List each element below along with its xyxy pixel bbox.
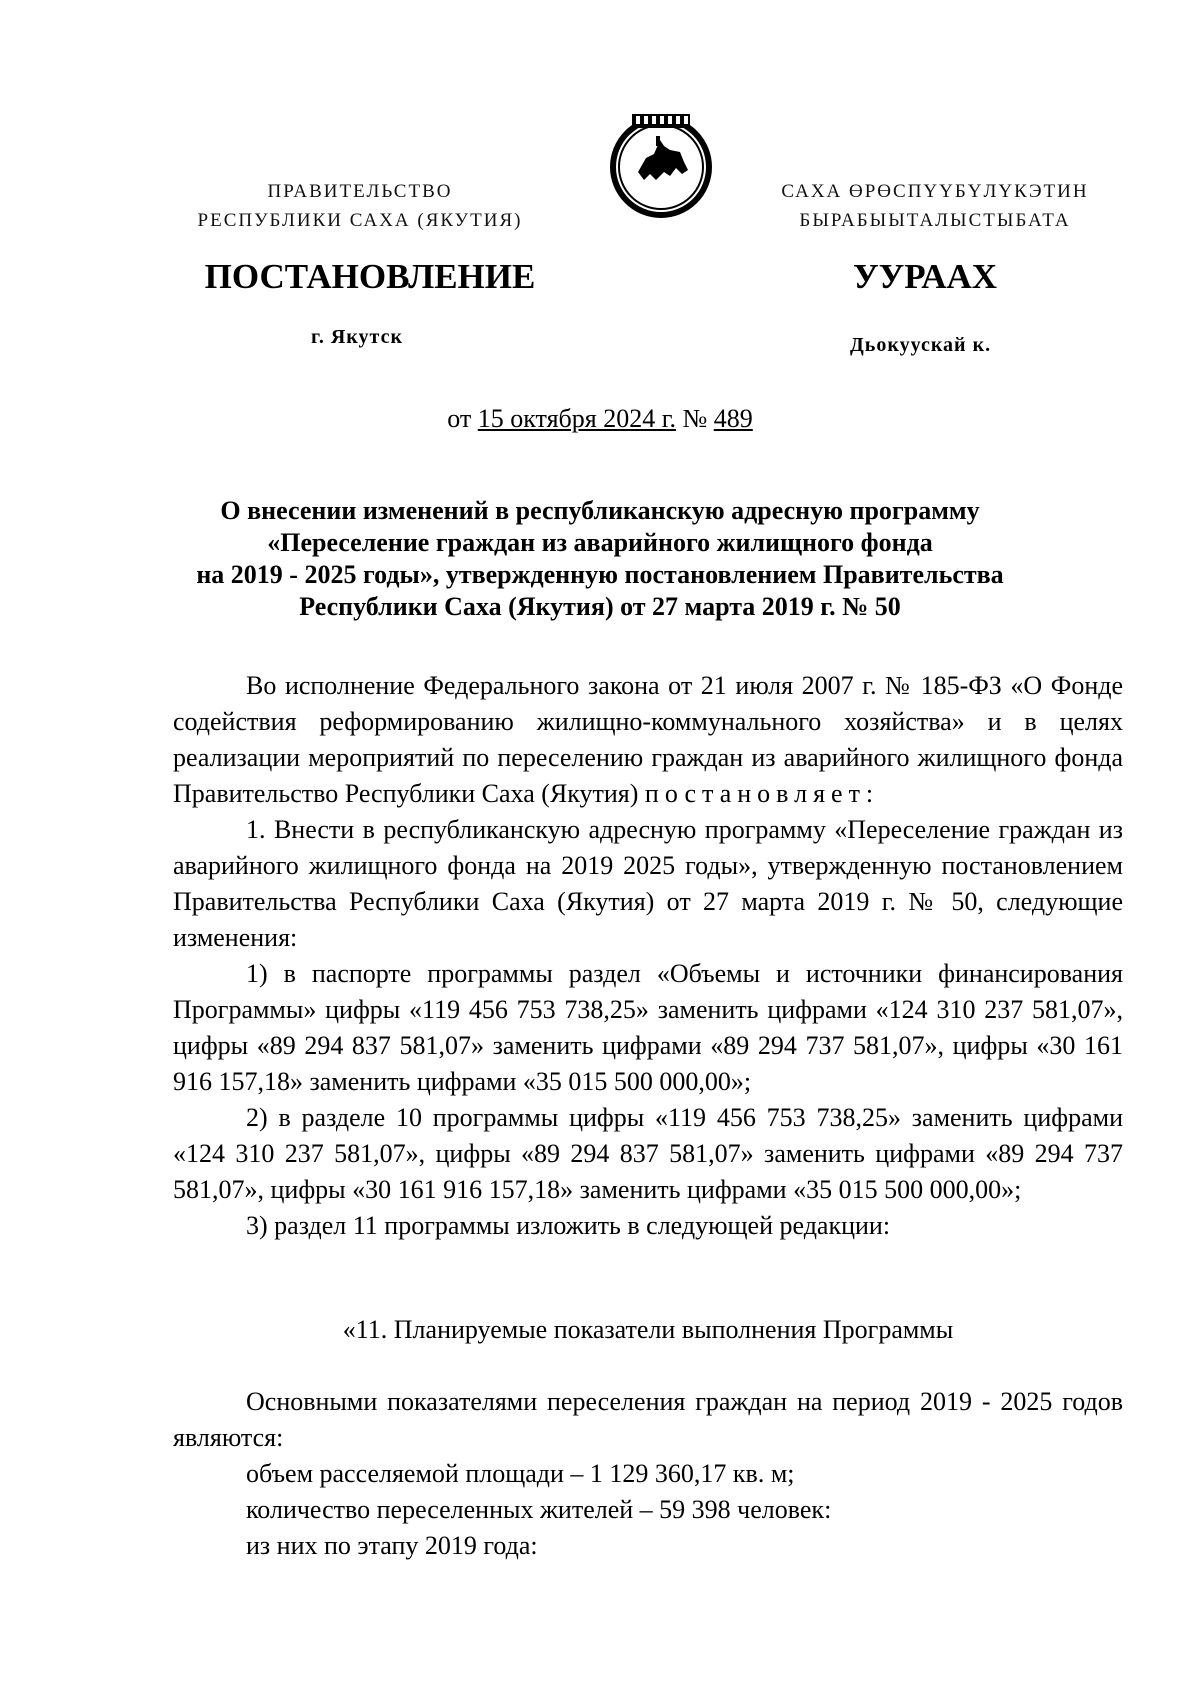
- paragraph-stage-2019: из них по этапу 2019 года:: [246, 1531, 538, 1560]
- number-sign: №: [675, 404, 714, 433]
- title-line-2: «Переселение граждан из аварийного жилищного фонда: [267, 528, 933, 557]
- government-name-sakha: [735, 177, 1135, 235]
- document-type-ru: ПОСТАНОВЛЕНИЕ: [204, 257, 536, 296]
- paragraph-subitem-3: 3) раздел 11 программы изложить в следующей редакции:: [246, 1211, 891, 1240]
- government-name-ru-line2: РЕСПУБЛИКИ САХА (ЯКУТИЯ): [197, 210, 523, 231]
- document-date-line: [0, 404, 1200, 434]
- document-number: 489: [713, 404, 753, 433]
- government-name-sakha-line1: САХА ӨРӨСПҮҮБҮЛҮКЭТИН: [781, 181, 1089, 202]
- government-name-ru-line1: ПРАВИТЕЛЬСТВО: [267, 181, 453, 202]
- preamble-resolves: постановляет:: [644, 779, 880, 808]
- document-title: [120, 495, 1080, 623]
- paragraph-subitem-2: 2) в разделе 10 программы цифры «119 456 753 738,25» заменить цифрами «124 310 237 581,07», цифры «89 294 837 581,07» заменить цифрами «89 294 737 581,07», цифры «30 161 916 157,18» заменить цифрами «35 015 500 000,00»;: [173, 1103, 1123, 1204]
- document-body: [173, 668, 1123, 1244]
- paragraph-indicators-intro: Основными показателями переселения граждан на период 2019 - 2025 годов являются:: [173, 1387, 1123, 1452]
- paragraph-area: объем расселяемой площади – 1 129 360,17 кв. м;: [246, 1459, 795, 1488]
- document-type-sakha: УУРААХ: [852, 257, 998, 296]
- government-name-ru: [150, 177, 570, 235]
- title-line-4: Республики Саха (Якутия) от 27 марта 2019 г. № 50: [299, 592, 901, 621]
- paragraph-subitem-1: 1) в паспорте программы раздел «Объемы и источники финансирования Программы» цифры «119 456 753 738,25» заменить цифрами «124 310 237 581,07», цифры «89 294 837 581,07» заменить цифрами «89 294 737 581,07», цифры «30 161 916 157,18» заменить цифрами «35 015 500 000,00»;: [173, 959, 1123, 1096]
- city-ru: г. Якутск: [311, 326, 403, 348]
- section-heading: «11. Планируемые показатели выполнения Программы: [342, 1315, 954, 1344]
- paragraph-item-1: 1. Внести в республиканскую адресную программу «Переселение граждан из аварийного жилищного фонда на 2019 2025 годы», утвержденную постановлением Правительства Республики Саха (Якутия) от 27 марта 2019 г. № 50, следующие изменения:: [173, 815, 1123, 952]
- section-heading-block: [173, 1312, 1123, 1348]
- government-name-sakha-line2: БЫРАБЫЫТАЛЫСТЫБАТА: [799, 210, 1071, 231]
- coat-of-arms-emblem: [606, 110, 716, 220]
- paragraph-residents: количество переселенных жителей – 59 398 человек:: [246, 1495, 832, 1524]
- document-date: 15 октября 2024 г.: [477, 404, 676, 433]
- preamble-text: Во исполнение Федерального закона от 21 июля 2007 г. № 185-ФЗ «О Фонде содействия реформированию жилищно-коммунального хозяйства» и в целях реализации мероприятий по переселению граждан из аварийного жилищного фонда Правительство Республики Саха (Якутия): [173, 671, 1123, 808]
- date-prefix: от: [447, 404, 478, 433]
- title-line-3: на 2019 - 2025 годы», утвержденную постановлением Правительства: [196, 560, 1004, 589]
- indicators-block: [173, 1384, 1123, 1564]
- title-line-1: О внесении изменений в республиканскую адресную программу: [220, 496, 980, 525]
- city-sakha: Дьокуускай к.: [850, 334, 992, 356]
- paragraph-preamble: [173, 668, 1123, 812]
